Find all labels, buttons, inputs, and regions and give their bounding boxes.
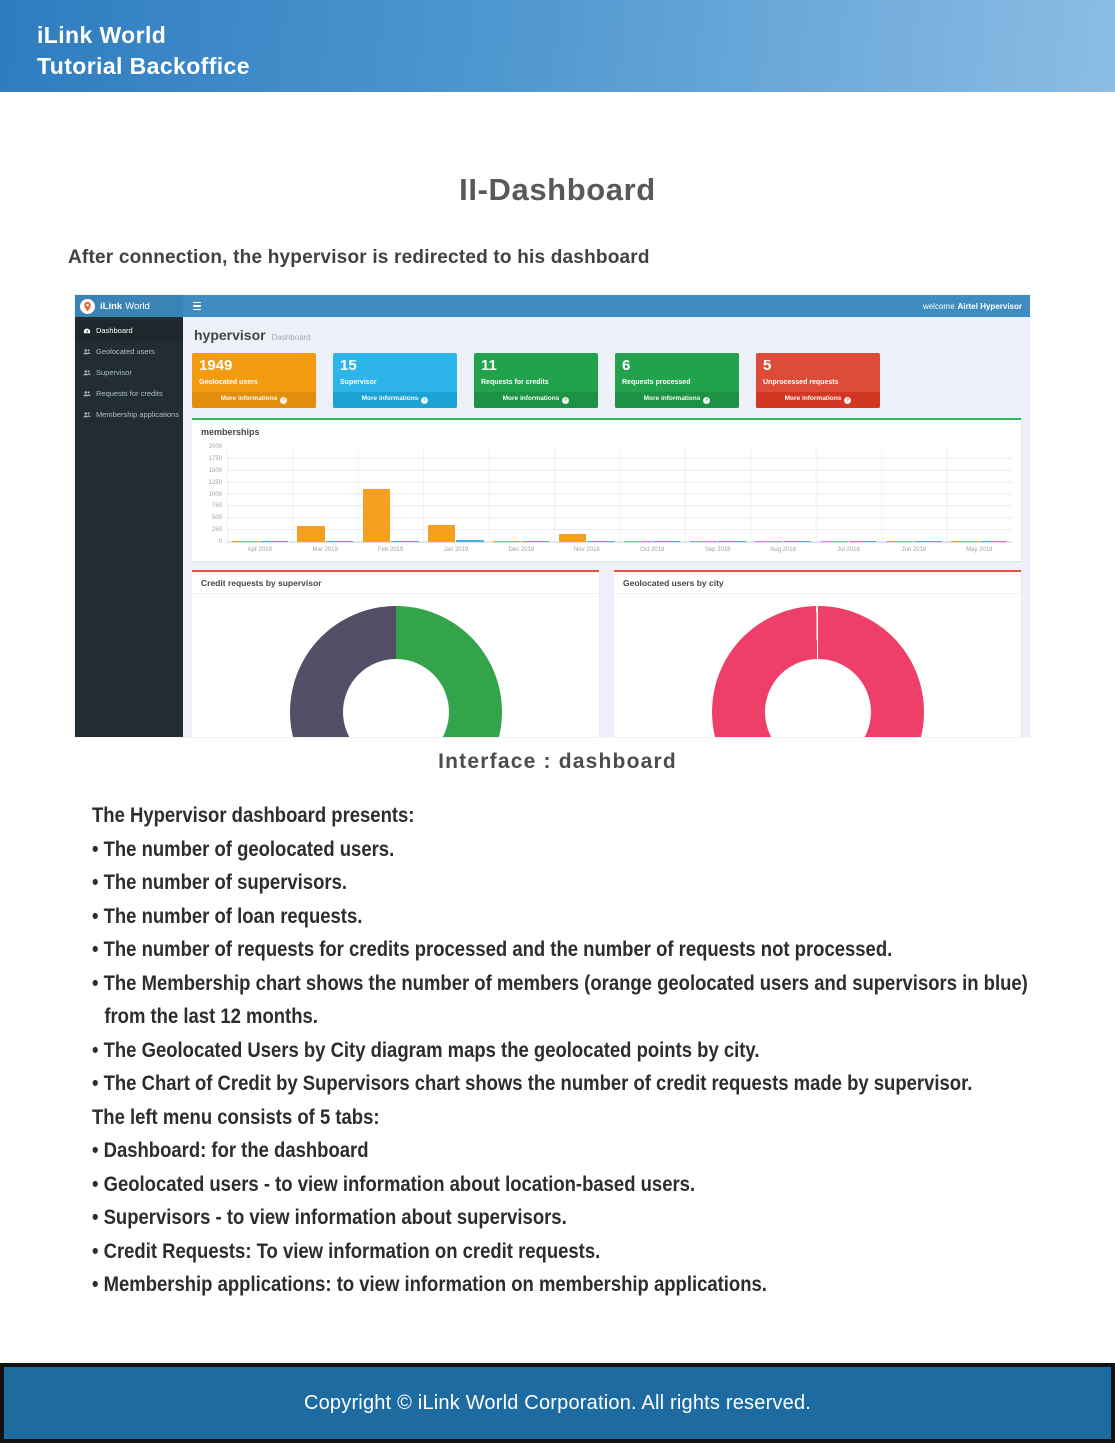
users-icon bbox=[83, 390, 91, 398]
x-tick-label: Jan 2019 bbox=[443, 547, 469, 553]
x-tick-label: Mar 2019 bbox=[312, 547, 338, 553]
header-line1: iLink World bbox=[37, 22, 167, 48]
bar-geolocated-users bbox=[821, 541, 848, 542]
stat-card-requests-processed bbox=[615, 353, 739, 408]
stat-label: Supervisor bbox=[340, 379, 377, 386]
y-tick-label: 1250 bbox=[208, 479, 222, 486]
geolocated-city-chart bbox=[614, 594, 1021, 737]
x-tick-label: Nov 2018 bbox=[573, 547, 600, 553]
sidebar-item-label: Geolocated users bbox=[96, 347, 155, 356]
bar-supervisors bbox=[326, 541, 353, 542]
bar-geolocated-users bbox=[559, 534, 586, 542]
more-informations-link[interactable]: More informations › bbox=[756, 392, 880, 408]
content-title: hypervisor bbox=[194, 327, 266, 343]
arrow-circle-icon: › bbox=[280, 397, 287, 404]
bar-group-dec-2018 bbox=[489, 541, 554, 542]
bar-geolocated-users bbox=[951, 541, 978, 542]
dashboard-topbar bbox=[75, 295, 1030, 317]
stat-label: Requests processed bbox=[622, 379, 691, 386]
bar-geolocated-users bbox=[624, 541, 651, 542]
geolocated-city-panel bbox=[614, 570, 1021, 737]
bar-supervisors bbox=[522, 541, 549, 542]
dashboard-screenshot bbox=[75, 295, 1030, 737]
stat-label: Requests for credits bbox=[481, 379, 549, 386]
bar-geolocated-users bbox=[232, 541, 259, 542]
stat-value: 15 bbox=[340, 357, 357, 374]
x-tick-label: Feb 2019 bbox=[377, 547, 404, 553]
donut-hole bbox=[343, 659, 449, 737]
sidebar-item-membership-applications[interactable] bbox=[75, 404, 183, 425]
figure-caption: Interface : dashboard bbox=[438, 750, 677, 773]
body-line: • The Chart of Credit by Supervisors chart shows the number of credit requests made by supervisor. bbox=[92, 1072, 973, 1095]
sidebar-item-dashboard[interactable] bbox=[75, 320, 183, 341]
credit-requests-chart bbox=[192, 594, 599, 737]
bar-group-jan-2019 bbox=[423, 525, 488, 542]
document-header bbox=[0, 0, 1115, 92]
current-user: Airtel Hypervisor bbox=[957, 301, 1022, 311]
page-subtitle: After connection, the hypervisor is redirected to his dashboard bbox=[68, 247, 650, 268]
more-informations-link[interactable]: More informations › bbox=[333, 392, 457, 408]
bar-group-feb-2019 bbox=[358, 489, 423, 542]
dashboard-icon bbox=[83, 327, 91, 335]
sidebar-item-supervisor[interactable] bbox=[75, 362, 183, 383]
more-informations-link[interactable]: More informations › bbox=[192, 392, 316, 408]
bar-geolocated-users bbox=[886, 541, 913, 542]
users-icon bbox=[83, 348, 91, 356]
bar-supervisors bbox=[784, 541, 811, 542]
brand-name: iLink World bbox=[100, 300, 150, 312]
stat-card-body bbox=[615, 353, 739, 392]
y-tick-label: 1000 bbox=[208, 491, 222, 498]
copyright-text: Copyright © iLink World Corporation. All rights reserved. bbox=[303, 1391, 812, 1414]
users-icon bbox=[83, 369, 91, 377]
arrow-circle-icon: › bbox=[562, 397, 569, 404]
stat-card-body bbox=[333, 353, 457, 392]
y-tick-label: 1500 bbox=[208, 467, 222, 474]
y-tick-label: 1750 bbox=[208, 455, 222, 462]
bar-supervisors bbox=[914, 541, 941, 542]
memberships-title: memberships bbox=[201, 427, 260, 437]
body-text bbox=[92, 799, 1113, 1302]
bar-group-nov-2018 bbox=[554, 534, 619, 542]
sidebar-menu bbox=[75, 317, 183, 737]
stat-value: 6 bbox=[622, 357, 631, 374]
body-line: The left menu consists of 5 tabs: bbox=[92, 1105, 380, 1129]
bar-geolocated-users bbox=[428, 525, 455, 542]
bar-group-sep-2018 bbox=[685, 541, 750, 542]
bar-geolocated-users bbox=[363, 489, 390, 542]
breadcrumb: Dashboard bbox=[271, 333, 311, 342]
body-line: • Membership applications: to view information on membership applications. bbox=[92, 1273, 767, 1296]
bar-supervisors bbox=[587, 541, 614, 542]
sidebar-item-geolocated-users[interactable] bbox=[75, 341, 183, 362]
bar-supervisors bbox=[391, 541, 418, 542]
users-icon bbox=[83, 411, 91, 419]
more-informations-link[interactable]: More informations › bbox=[474, 392, 598, 408]
more-informations-link[interactable]: More informations › bbox=[615, 392, 739, 408]
y-tick-label: 2000 bbox=[208, 444, 222, 450]
x-tick-label: Sep 2018 bbox=[704, 547, 731, 553]
sidebar-toggle-icon[interactable] bbox=[191, 299, 203, 314]
geolocated-city-donut bbox=[712, 606, 924, 737]
sidebar-item-label: Supervisor bbox=[96, 368, 132, 377]
x-tick-label: May 2018 bbox=[966, 547, 993, 553]
body-line: • The Membership chart shows the number of members (orange geolocated users and supervisors in blue) bbox=[92, 971, 1028, 995]
body-line: • The number of supervisors. bbox=[92, 871, 347, 894]
plot-area bbox=[227, 447, 1012, 543]
body-line: • The number of geolocated users. bbox=[92, 837, 395, 861]
credit-requests-panel bbox=[192, 570, 599, 737]
body-line: • Geolocated users - to view information about location-based users. bbox=[92, 1172, 696, 1196]
bar-geolocated-users bbox=[493, 541, 520, 542]
bar-group-may-2018 bbox=[947, 541, 1012, 542]
bar-group-aug-2018 bbox=[750, 541, 815, 542]
stat-label: Unprocessed requests bbox=[763, 379, 839, 386]
bar-group-mar-2019 bbox=[292, 526, 357, 542]
y-tick-label: 750 bbox=[211, 503, 222, 510]
bar-supervisors bbox=[653, 541, 680, 542]
stat-cards bbox=[192, 353, 1021, 408]
ilink-logo-icon bbox=[80, 299, 95, 314]
arrow-circle-icon: › bbox=[844, 397, 851, 404]
x-tick-label: Aug 2018 bbox=[770, 547, 796, 553]
credit-requests-title: Credit requests by supervisor bbox=[192, 572, 599, 594]
y-tick-label: 0 bbox=[218, 539, 222, 545]
stat-value: 1949 bbox=[199, 357, 233, 374]
bar-supervisors bbox=[849, 541, 876, 542]
stat-card-geolocated-users bbox=[192, 353, 316, 408]
document-footer bbox=[0, 1363, 1115, 1443]
y-axis bbox=[201, 444, 227, 545]
stat-label: Geolocated users bbox=[199, 379, 258, 386]
sidebar-item-label: Membership applications bbox=[96, 410, 179, 419]
arrow-circle-icon: › bbox=[703, 397, 710, 404]
bar-supervisors bbox=[456, 540, 483, 542]
body-line: • Dashboard: for the dashboard bbox=[92, 1139, 369, 1162]
credit-requests-donut bbox=[290, 606, 502, 737]
x-tick-label: Jun 2018 bbox=[901, 547, 927, 553]
bar-geolocated-users bbox=[690, 541, 717, 542]
body-line: • The Geolocated Users by City diagram maps the geolocated points by city. bbox=[92, 1038, 760, 1062]
content-header bbox=[194, 327, 1021, 343]
bar-supervisors bbox=[260, 541, 287, 542]
donut-hole bbox=[765, 659, 871, 737]
bar-group-jul-2018 bbox=[816, 541, 881, 542]
brand bbox=[75, 295, 183, 317]
x-axis bbox=[227, 543, 1012, 557]
stat-value: 5 bbox=[763, 357, 772, 374]
stat-card-unprocessed-requests bbox=[756, 353, 880, 408]
bar-group-oct-2018 bbox=[620, 541, 685, 542]
topbar-main bbox=[183, 295, 1030, 317]
bar-group-jun-2018 bbox=[881, 541, 946, 542]
header-line2: Tutorial Backoffice bbox=[37, 53, 250, 79]
stat-card-body bbox=[192, 353, 316, 392]
stat-card-requests-for-credits bbox=[474, 353, 598, 408]
stat-card-body bbox=[756, 353, 880, 392]
bar-group-apr-2019 bbox=[227, 541, 292, 542]
welcome-text: welcome Airtel Hypervisor bbox=[922, 301, 1022, 311]
body-line: • The number of requests for credits processed and the number of requests not processed. bbox=[92, 938, 893, 961]
sidebar-item-label: Requests for credits bbox=[96, 389, 163, 398]
stat-value: 11 bbox=[481, 357, 497, 374]
body-line: from the last 12 months. bbox=[104, 1005, 318, 1028]
body-line: • The number of loan requests. bbox=[92, 904, 363, 928]
body-line: • Supervisors - to view information about supervisors. bbox=[92, 1206, 567, 1229]
arrow-circle-icon: › bbox=[421, 397, 428, 404]
memberships-chart bbox=[201, 444, 1012, 545]
memberships-panel bbox=[192, 418, 1021, 561]
stat-card-supervisor bbox=[333, 353, 457, 408]
bar-supervisors bbox=[980, 541, 1007, 542]
x-tick-label: Jul 2018 bbox=[837, 547, 860, 553]
geolocated-city-title: Geolocated users by city bbox=[614, 572, 1021, 594]
stat-card-body bbox=[474, 353, 598, 392]
x-tick-label: Apr 2019 bbox=[247, 547, 272, 553]
x-tick-label: Dec 2018 bbox=[508, 547, 535, 553]
dashboard-main bbox=[183, 317, 1030, 737]
y-tick-label: 500 bbox=[211, 515, 222, 522]
bar-supervisors bbox=[718, 541, 745, 542]
page-title: II-Dashboard bbox=[459, 172, 656, 207]
bar-geolocated-users bbox=[297, 526, 324, 542]
body-line: • Credit Requests: To view information on credit requests. bbox=[92, 1239, 601, 1263]
sidebar-item-requests-for-credits[interactable] bbox=[75, 383, 183, 404]
bar-geolocated-users bbox=[755, 541, 782, 542]
y-tick-label: 250 bbox=[211, 527, 222, 534]
x-tick-label: Oct 2018 bbox=[640, 547, 665, 553]
sidebar-item-label: Dashboard bbox=[96, 326, 133, 335]
body-line: The Hypervisor dashboard presents: bbox=[92, 804, 415, 827]
